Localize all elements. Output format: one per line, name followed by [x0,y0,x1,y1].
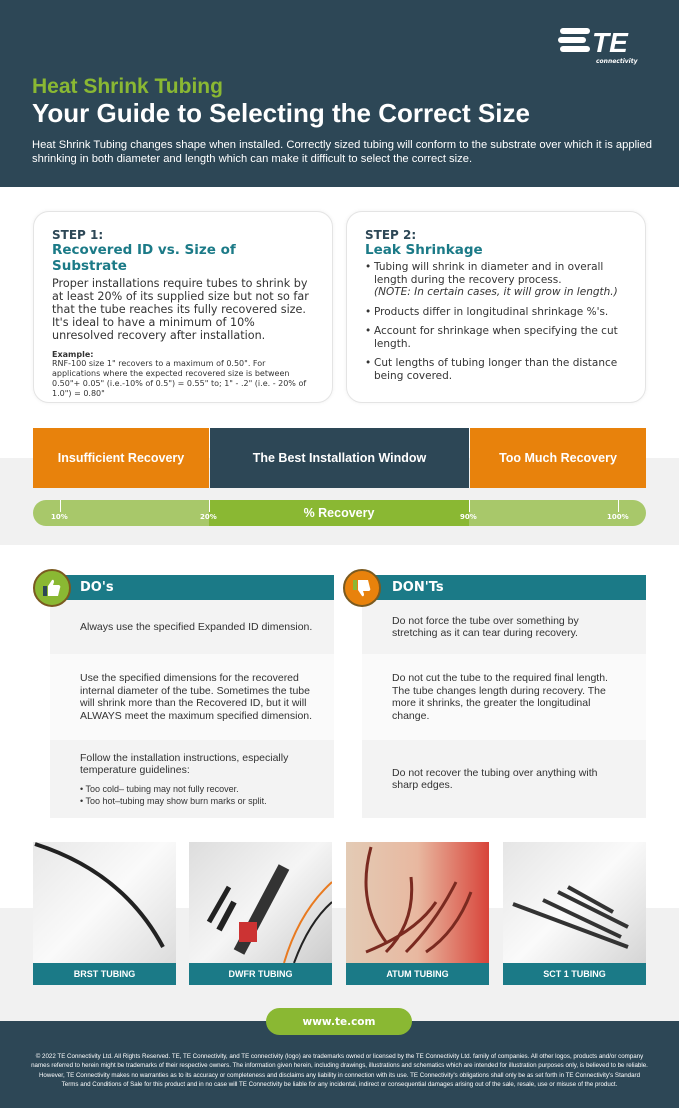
brst-tubing-image [33,842,176,963]
step2-list [365,261,629,382]
atum-tubing-image [346,842,489,963]
tick [60,500,61,512]
logo-subtitle: connectivity [596,58,638,65]
list-item: Always use the specified Expanded ID dimension. [50,600,334,654]
svg-text:TE: TE [592,27,628,56]
zone-too-much: Too Much Recovery [470,428,646,488]
list-item: Use the specified dimensions for the recovered internal diameter of the tube. Sometimes the tube will shrink more than the Recovered ID, but it will ALWAYS meet the maximum specified dimension. [50,654,334,740]
list-item: Do not cut the tube to the required final length. The tube changes length during recovery. The more it shrinks, the greater the longitudinal change. [362,654,646,740]
product-label: SCT 1 TUBING [503,963,646,985]
list-item: • Tubing will shrink in diameter and in overall length during the recovery process. (NOTE: In certain cases, it will grow in length.) [365,261,629,299]
list-item: • Account for shrinkage when specifying the cut length. [365,325,629,350]
list-item: Do not recover the tubing over anything with sharp edges. [362,740,646,818]
tick [209,500,210,512]
kicker: Heat Shrink Tubing [32,75,223,98]
recovery-bar [33,500,646,526]
product-label: ATUM TUBING [346,963,489,985]
recovery-label: % Recovery [303,506,375,520]
dwfr-tubing-image [189,842,332,963]
example-text: RNF-100 size 1" recovers to a maximum of 0.50". For applications where the expected recovered size is between 0.50"+ 0.05" (i.e.-10% of 0.5") = 0.55" to; 1" - .2" (i.e. - 20% of 1.0") = 0.80" [52,359,307,398]
thumbs-up-icon [33,569,71,607]
sct1-tubing-image [503,842,646,963]
tick [618,500,619,512]
tick-label: 10% [51,513,68,521]
tick-label: 20% [200,513,217,521]
step2-title: Leak Shrinkage [365,242,483,258]
list-item: • Products differ in longitudinal shrinkage %'s. [365,306,629,319]
te-logo [558,26,650,56]
example-heading: Example: [52,350,94,359]
step2-label: STEP 2: [365,228,417,242]
step1-body: Proper installations require tubes to shrink by at least 20% of its supplied size but not so far that the tube reaches its fully recovered size. It's ideal to have a minimum of 10% unresolved recovery after installation. [52,277,309,342]
list-item: Follow the installation instructions, especially temperature guidelines: • Too cold– tubing may not fully recover. • Too hot–tubing may show burn marks or split. [50,740,334,818]
product-label: DWFR TUBING [189,963,332,985]
sub-item: • Too cold– tubing may not fully recover. [80,783,239,794]
step1-label: STEP 1: [52,228,104,242]
zone-insufficient: Insufficient Recovery [33,428,209,488]
step1-title: Recovered ID vs. Size of Substrate [52,242,236,274]
intro-text: Heat Shrink Tubing changes shape when installed. Correctly sized tubing will conform to the substrate over which it is applied shrinking in both diameter and length which can make it difficult to select the correct size. [32,139,652,165]
donts-list [362,575,646,818]
tick-label: 90% [460,513,477,521]
dos-heading: DO's [50,575,334,600]
dos-list [50,575,334,818]
legal-text: © 2022 TE Connectivity Ltd. All Rights Reserved. TE, TE Connectivity, and TE connectivity (logo) are trademarks owned or licensed by the TE Connectivity Ltd. family of companies. All other logos, products and/or company names referred to herein might be trademarks of their respective owners. The information given herein, including drawings, illustrations and schematics which are intended for illustration purposes only, is believed to be reliable. However, TE Connectivity makes no warranties as to its accuracy or completeness and disclaims any liability in connection with its use. TE Connectivity's obligations shall only be as set forth in TE Connectivity's Standard Terms and Conditions of Sale for this product and in no case will TE Connectivity be liable for any incidental, indirect or consequential damages arising out of the sale, resale, use or misuse of the product. [31,1053,648,1089]
sub-item: • Too hot–tubing may show burn marks or split. [80,795,267,806]
tick [469,500,470,512]
zone-best-window: The Best Installation Window [210,428,469,488]
step1-card [33,211,333,403]
thumbs-down-icon [343,569,381,607]
website-link[interactable]: www.te.com [266,1008,412,1035]
header [0,0,679,187]
donts-heading: DON'Ts [362,575,646,600]
tick-label: 100% [607,513,629,521]
list-item: Do not force the tube over something by stretching as it can tear during recovery. [362,600,646,654]
product-label: BRST TUBING [33,963,176,985]
list-item: • Cut lengths of tubing longer than the distance being covered. [365,357,629,382]
step2-card [346,211,646,403]
page-title: Your Guide to Selecting the Correct Size [32,98,530,128]
